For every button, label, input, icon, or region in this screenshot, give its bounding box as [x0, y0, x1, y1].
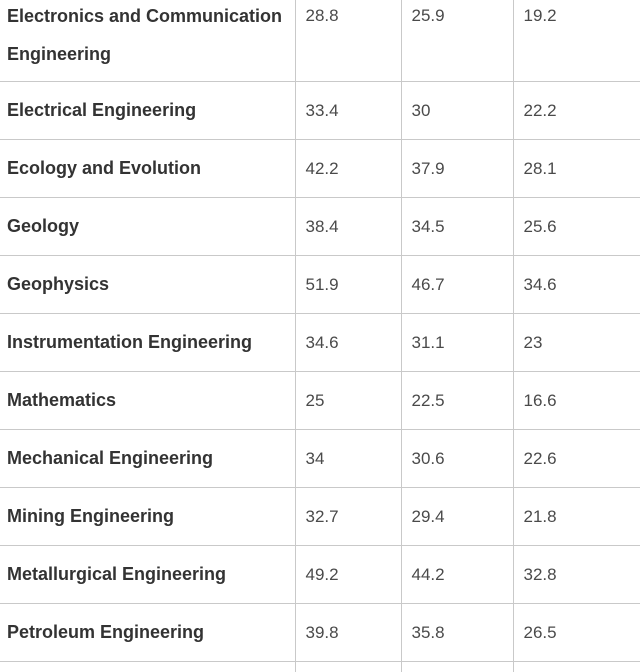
value-cell: 28.8	[295, 0, 401, 82]
subject-cell: Mining Engineering	[0, 488, 295, 546]
value-cell: 51.9	[295, 256, 401, 314]
value-cell: 37.9	[401, 140, 513, 198]
subject-cell: Electronics and Communication Engineering	[0, 0, 295, 82]
value-cell: 49.2	[295, 546, 401, 604]
value-cell: 25.6	[513, 198, 640, 256]
table-row	[0, 546, 640, 604]
value-cell: 34	[295, 430, 401, 488]
value-cell: 25	[295, 372, 401, 430]
value-cell: 22.6	[513, 430, 640, 488]
table-row	[0, 430, 640, 488]
empty-cell	[401, 662, 513, 672]
value-cell: 22.2	[513, 82, 640, 140]
value-cell: 39.8	[295, 604, 401, 662]
value-cell: 32.7	[295, 488, 401, 546]
value-cell: 33.4	[295, 82, 401, 140]
value-cell: 31.1	[401, 314, 513, 372]
value-cell: 25.9	[401, 0, 513, 82]
subject-cell: Mathematics	[0, 372, 295, 430]
value-cell: 35.8	[401, 604, 513, 662]
value-cell: 29.4	[401, 488, 513, 546]
table-row	[0, 314, 640, 372]
value-cell: 32.8	[513, 546, 640, 604]
table-row	[0, 372, 640, 430]
value-cell: 26.5	[513, 604, 640, 662]
value-cell: 34.6	[513, 256, 640, 314]
value-cell: 42.2	[295, 140, 401, 198]
subject-cell: Instrumentation Engineering	[0, 314, 295, 372]
value-cell: 34.5	[401, 198, 513, 256]
subject-cell: Metallurgical Engineering	[0, 546, 295, 604]
table-row	[0, 198, 640, 256]
subject-cell: Petroleum Engineering	[0, 604, 295, 662]
empty-cell	[513, 662, 640, 672]
value-cell: 22.5	[401, 372, 513, 430]
table-row	[0, 604, 640, 662]
value-cell: 46.7	[401, 256, 513, 314]
table-row-partial	[0, 662, 640, 672]
subject-cell: Mechanical Engineering	[0, 430, 295, 488]
value-cell: 19.2	[513, 0, 640, 82]
value-cell: 30.6	[401, 430, 513, 488]
subject-cell: Geology	[0, 198, 295, 256]
subject-cell: Geophysics	[0, 256, 295, 314]
empty-cell	[0, 662, 295, 672]
value-cell: 21.8	[513, 488, 640, 546]
empty-cell	[295, 662, 401, 672]
table-row	[0, 0, 640, 82]
value-cell: 44.2	[401, 546, 513, 604]
table-row	[0, 256, 640, 314]
value-cell: 16.6	[513, 372, 640, 430]
value-cell: 23	[513, 314, 640, 372]
value-cell: 30	[401, 82, 513, 140]
subject-cell: Electrical Engineering	[0, 82, 295, 140]
value-cell: 28.1	[513, 140, 640, 198]
table-row	[0, 82, 640, 140]
value-cell: 38.4	[295, 198, 401, 256]
table-row	[0, 488, 640, 546]
value-cell: 34.6	[295, 314, 401, 372]
subject-cell: Ecology and Evolution	[0, 140, 295, 198]
table-row	[0, 140, 640, 198]
